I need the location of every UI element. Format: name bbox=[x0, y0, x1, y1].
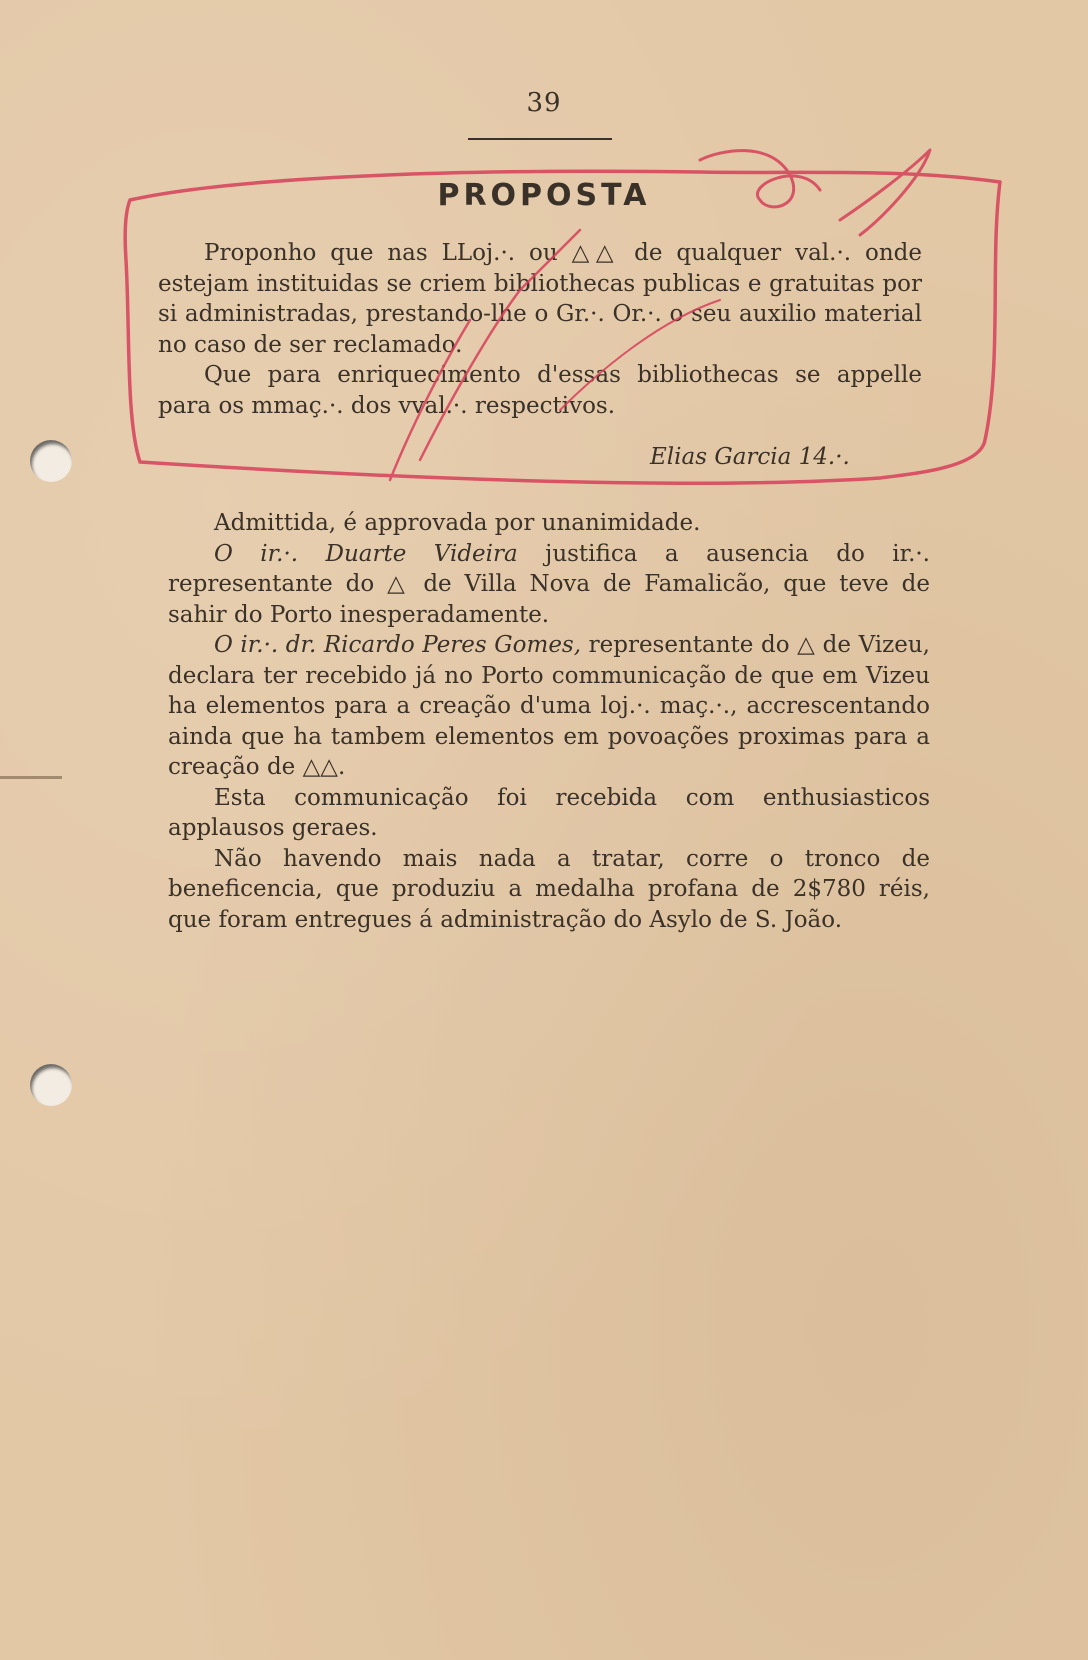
speaker-videira: O ir.·. Duarte Videira bbox=[214, 540, 518, 567]
speaker-gomes: O ir.·. dr. Ricardo Peres Gomes, bbox=[214, 632, 582, 658]
proposal-body bbox=[158, 238, 922, 421]
punch-hole-bottom bbox=[30, 1064, 72, 1106]
minutes-body bbox=[168, 508, 930, 935]
proposal-paragraph-2: Que para enriquecimento d'essas bibliothecas se appelle para os mmaç.·. dos vval.·. respectivos. bbox=[158, 362, 922, 419]
text-gomes: representante do △ de Vizeu, declara ter recebido já no Porto communicação de que em Vizeu ha elementos para a creação d'uma loj.·. maç.·., accrescentando ainda que ha tambem elementos em povoações proximas para a creação de △△. bbox=[168, 632, 930, 780]
text-videira: justifica a ausencia do ir.·. representante do △ de Villa Nova de Famalicão, que teve de sahir do Porto inesperadamente. bbox=[168, 540, 930, 628]
punch-hole-top bbox=[30, 440, 72, 482]
minutes-paragraph-videira bbox=[168, 539, 930, 631]
proposal-paragraph-1: Proponho que nas LLoj.·. ou △△ de qualquer val.·. onde estejam instituidas se criem bibliothecas publicas e gratuitas por si administradas, prestando-lhe o Gr.·. Or.·. o seu auxilio material no caso de ser reclamado. bbox=[158, 240, 922, 358]
minutes-paragraph-gomes bbox=[168, 630, 930, 783]
minutes-paragraph-applause: Esta communicação foi recebida com enthusiasticos applausos geraes. bbox=[168, 784, 930, 841]
proposal-heading: PROPOSTA bbox=[437, 178, 651, 213]
minutes-paragraph-beneficence: Não havendo mais nada a tratar, corre o tronco de beneficencia, que produziu a medalha profana de 2$780 réis, que foram entregues á administração do Asylo de S. João. bbox=[168, 845, 930, 933]
page-number: 39 bbox=[526, 88, 562, 118]
minutes-paragraph-approval: Admittida, é approvada por unanimidade. bbox=[214, 510, 701, 536]
paper-crease-mark bbox=[0, 776, 62, 779]
header-rule bbox=[468, 138, 612, 140]
proposal-signature: Elias Garcia 14.·. bbox=[650, 444, 850, 470]
